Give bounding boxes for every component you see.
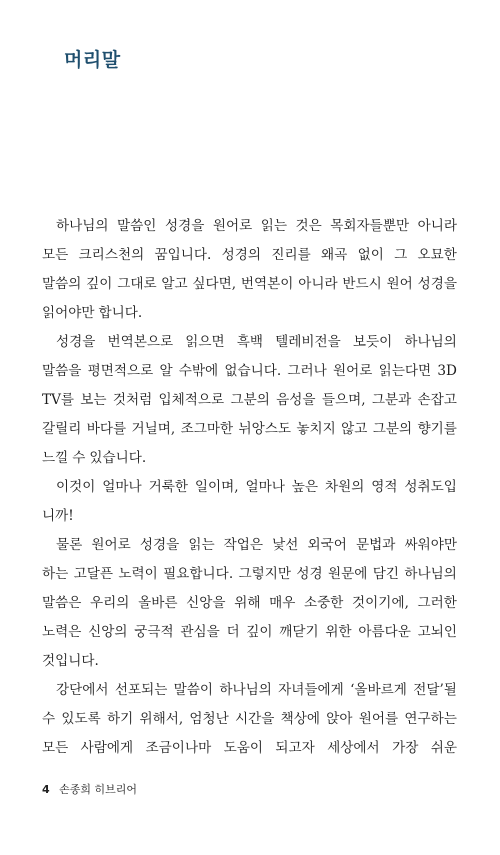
text-line: 말씀은 우리의 올바른 신앙을 위해 매우 소중한 것이기에, 그러한	[42, 595, 457, 611]
text-line: 갈릴리 바다를 거닐며, 조그마한 뉘앙스도 놓치지 않고 그분의 향기를	[42, 421, 457, 437]
text-line: 물론 원어로 성경을 읽는 작업은 낯선 외국어 문법과 싸워야만	[56, 537, 457, 553]
text-line: 읽어야만 합니다.	[42, 305, 143, 321]
text-line: TV를 보는 것처럼 입체적으로 그분의 음성을 들으며, 그분과 손잡고	[42, 392, 457, 408]
text-line: 강단에서 선포되는 말씀이 하나님의 자녀들에게 ‘올바르게 전달’될	[56, 682, 457, 698]
book-title: 손종희 히브리어	[59, 783, 138, 796]
page-title: 머리말	[64, 49, 121, 71]
text-line: 모든 크리스천의 꿈입니다. 성경의 진리를 왜곡 없이 그 오묘한	[42, 247, 457, 263]
text-line: 이것이 얼마나 거룩한 일이며, 얼마나 높은 차원의 영적 성취도입	[56, 479, 457, 495]
text-line: 모든 사람에게 조금이나마 도움이 되고자 세상에서 가장 쉬운	[42, 740, 457, 756]
text-line: 말씀의 깊이 그대로 알고 싶다면, 번역본이 아니라 반드시 원어 성경을	[42, 276, 457, 292]
text-line: 노력은 신앙의 궁극적 관심을 더 깊이 깨닫기 위한 아름다운 고뇌인	[42, 624, 457, 640]
text-line: 하나님의 말씀인 성경을 원어로 읽는 것은 목회자들뿐만 아니라	[56, 218, 457, 234]
text-line: 수 있도록 하기 위해서, 엄청난 시간을 책상에 앉아 원어를 연구하는	[42, 711, 457, 727]
body-text	[42, 212, 457, 763]
page-footer	[42, 781, 137, 797]
text-line: 말씀을 평면적으로 알 수밖에 없습니다. 그러나 원어로 읽는다면 3D	[42, 363, 457, 379]
text-line: 니까!	[42, 508, 74, 524]
text-line: 것입니다.	[42, 653, 99, 669]
text-line: 느낄 수 있습니다.	[42, 450, 147, 466]
page-number: 4	[42, 783, 50, 796]
text-line: 하는 고달픈 노력이 필요합니다. 그렇지만 성경 원문에 담긴 하나님의	[42, 566, 457, 582]
text-line: 성경을 번역본으로 읽으면 흑백 텔레비전을 보듯이 하나님의	[56, 334, 457, 350]
